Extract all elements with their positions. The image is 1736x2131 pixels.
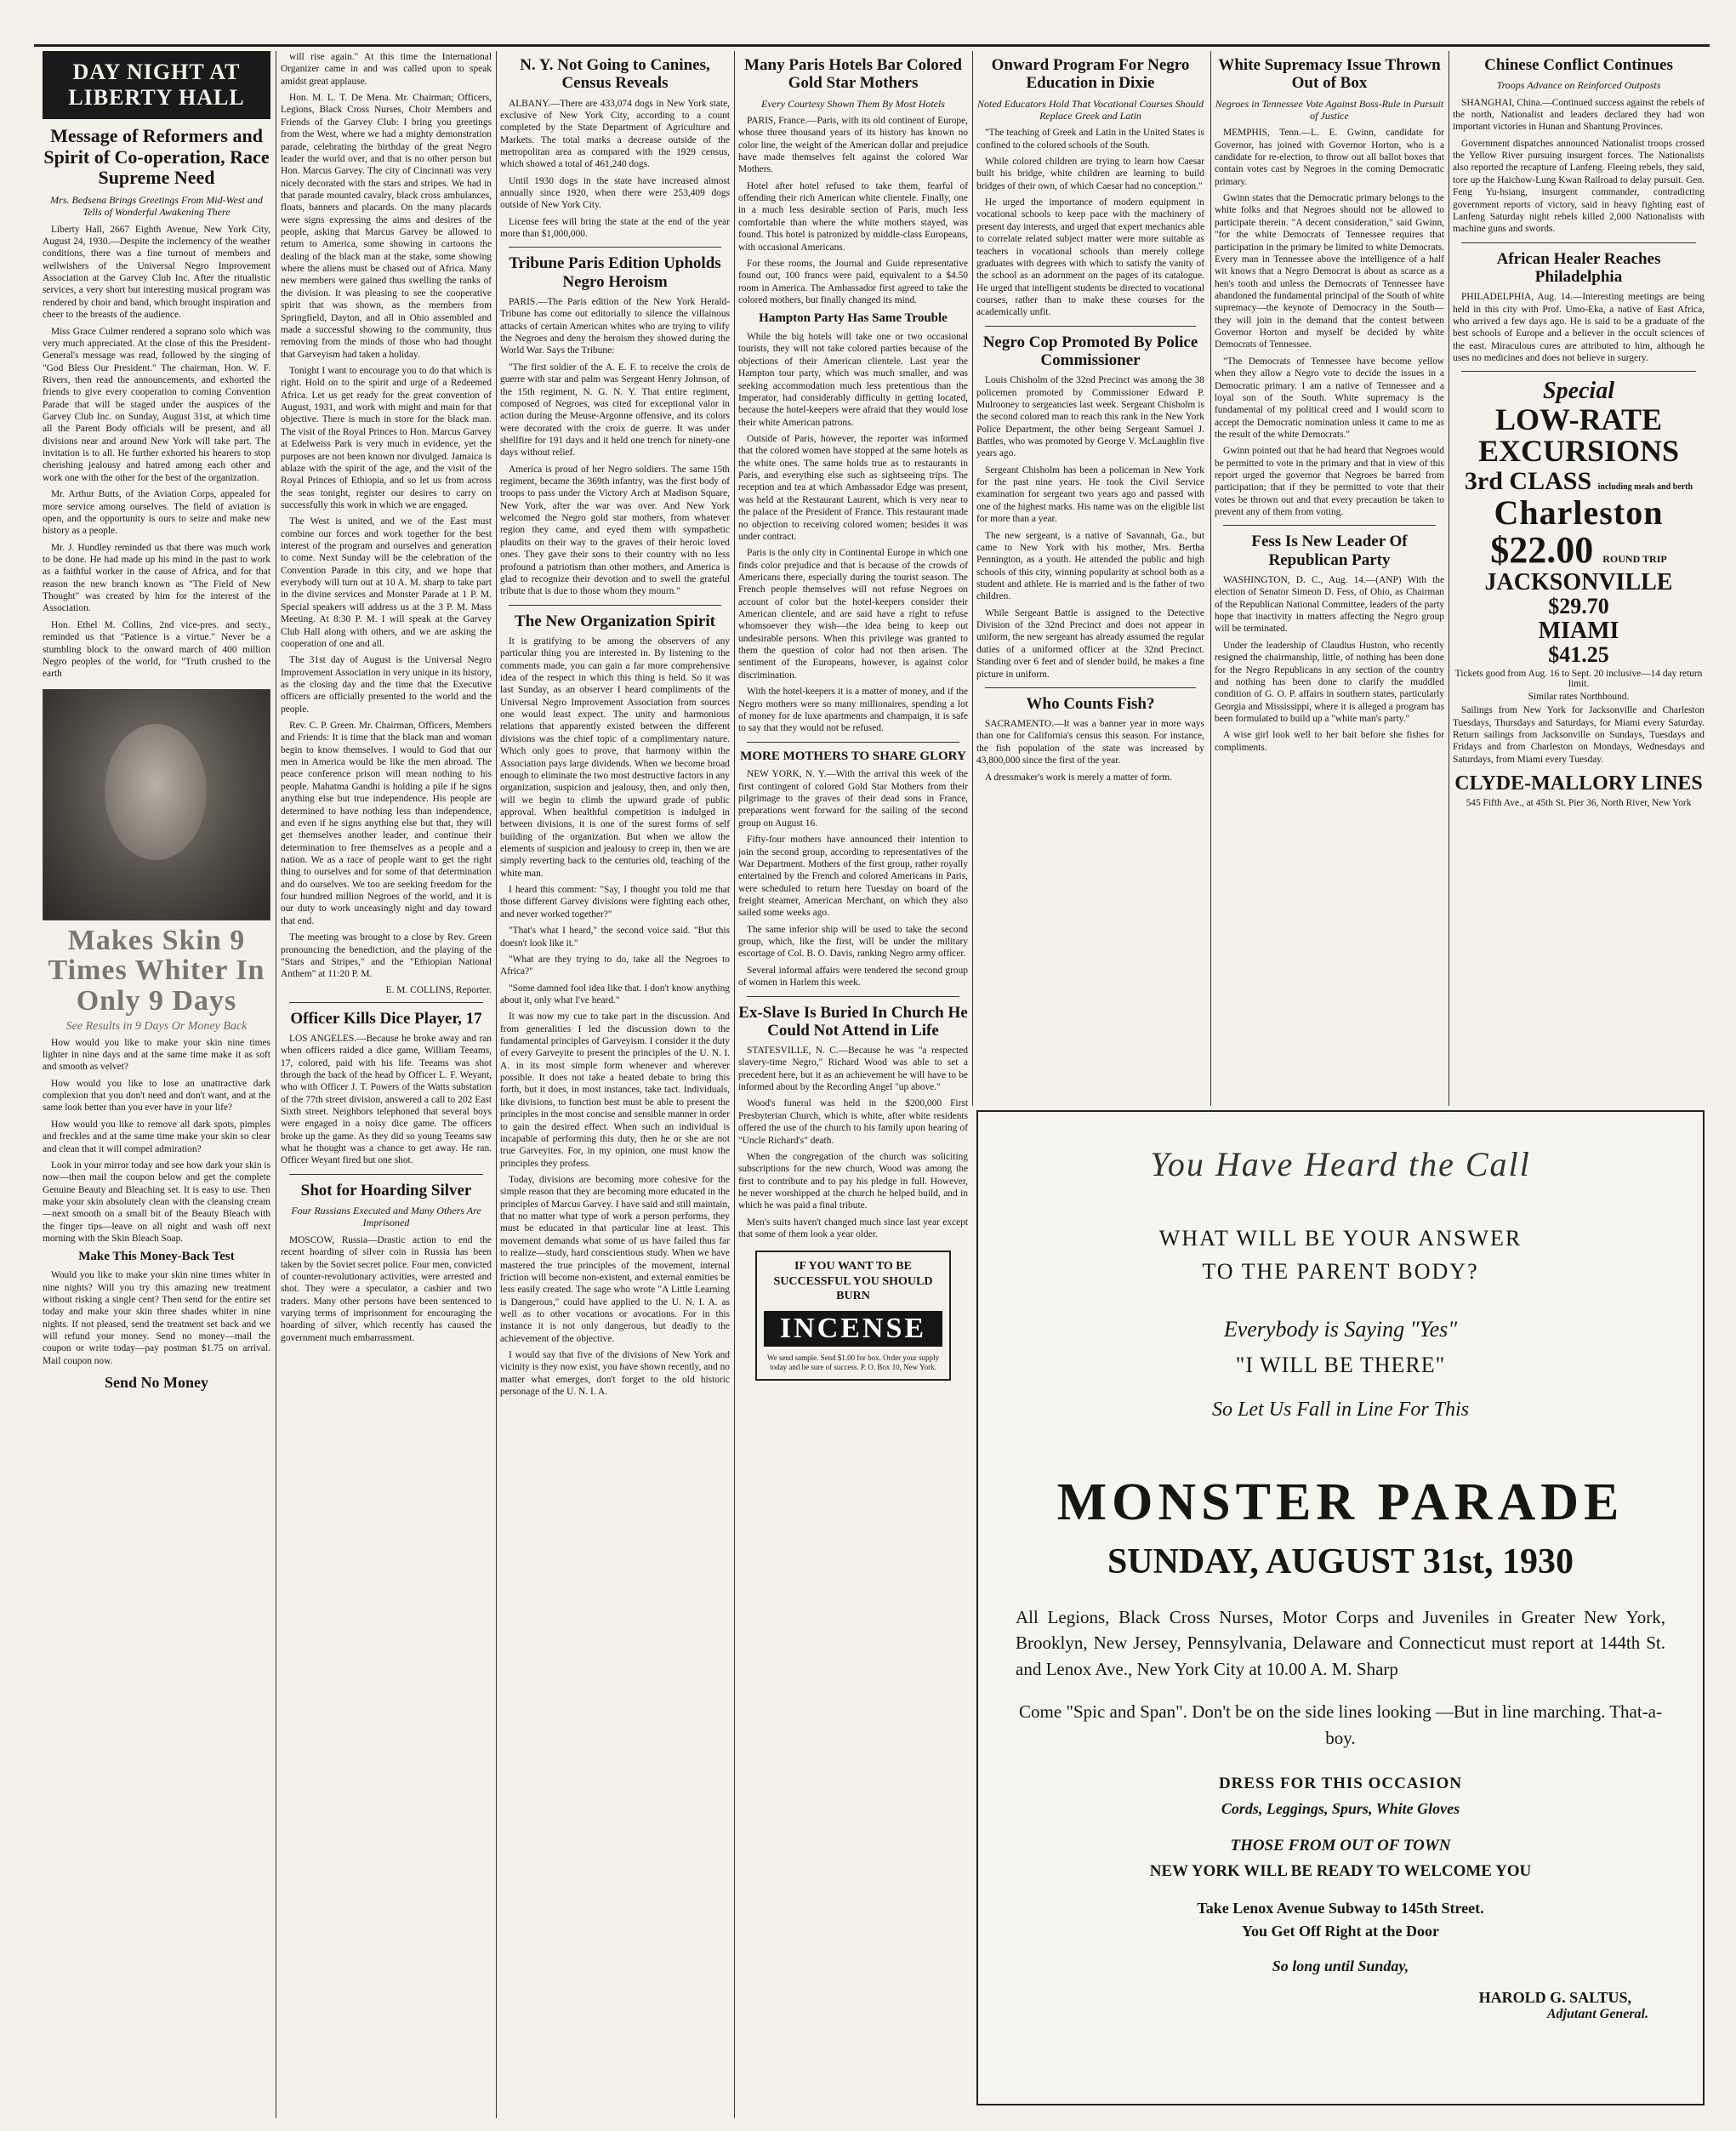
paragraph: LOS ANGELES.—Because he broke away and ran when officers raided a dice game, William Teeams, 17, colored, paid with his life. Teeams was shot through the back of the head by Officer L. F. Weyant, who with Officer J. T. Powers of the Watts substation of the 77th street division, answered a call to 202 East Sixth street. Neighbors telephoned that several boys were engaged in a noisy dice game. The officers broke up the game. As they did so young Teeams saw what he thought was a chance to get away. He ran. Officer Weyant fired but one shot. xyxy=(281,1033,492,1166)
ad-tickets: Tickets good from Aug. 16 to Sept. 20 inclusive—14 day return limit. xyxy=(1454,669,1703,690)
incense-word: INCENSE xyxy=(764,1311,942,1347)
paragraph: WASHINGTON, D. C., Aug. 14.—(ANP) With the election of Senator Simeon D. Fess, of Ohio, as Chairman of the Republican National Committee, leaders of the party hope that inactivity in matters affecting the Negro group will be terminated. xyxy=(1215,574,1444,635)
divider xyxy=(1223,525,1436,526)
paragraph: When the congregation of the church was soliciting subscriptions for the new church, Wood was among the first to contribute and to pay his pledge in full. However, he never worshipped at the church he helped build, and in which he was paid a final tribute. xyxy=(738,1151,968,1211)
incense-advertisement xyxy=(755,1251,951,1380)
parade-title: MONSTER PARADE xyxy=(1056,1473,1625,1531)
paragraph: Government dispatches announced Nationalist troops crossed the Yellow River pursuing insurgent forces. The Nationalists also reported the recapture of Lanfeng. Fleeing rebels, they said, tore up the Haichow-Lung Kwan Railroad to delay pursuit. Gen. Feng Yu-hsiang, insurgent commander, contradicting government reports of victory, said in heavy fighting east of Lanfeng Saturday night rebels killed 2,000 Nationalists with machine guns and swords. xyxy=(1453,138,1705,235)
portrait-face xyxy=(105,724,207,860)
parade-line: So Let Us Fall in Line For This xyxy=(1211,1399,1470,1421)
paragraph: A wise girl look well to her bait before she fishes for compliments. xyxy=(1215,730,1444,753)
paragraph: MOSCOW, Russia—Drastic action to end the recent hoarding of silver coin in Russia has been taken by the Soviet secret police. Four men, convicted of counter-revolutionary activities, were arrested and shot. They were a speculator, a cashier and two traders. Many other persons have been sentenced to varying terms of imprisonment for encouraging the hoarding of silver, which recently has caused the government much embarrassment. xyxy=(281,1234,492,1343)
paragraph: Mr. J. Hundley reminded us that there was much work to be done. He had made up his mind in the past to work as a faithful worker in the cause of Africa, and for that reason the new branch known as "The Field of New Thought" was created by him for the interest of the Association. xyxy=(43,542,270,614)
column-rule xyxy=(734,51,735,2118)
paragraph: A dressmaker's work is merely a matter of form. xyxy=(985,772,1172,783)
parade-get: You Get Off Right at the Door xyxy=(1242,1923,1439,1940)
article-headline: White Supremacy Issue Thrown Out of Box xyxy=(1218,56,1441,93)
paragraph: For these rooms, the Journal and Guide representative found out, 100 francs were paid, equivalent to a $4.50 room in America. The Ambassador first agreed to take the colored mothers, but finally changed its mind. xyxy=(738,258,968,305)
paragraph: SHANGHAI, China.—Continued success against the rebels of the north, Nationalist and leaders declared they had won important victories in Hunan and Shantung Provinces. xyxy=(1453,97,1705,133)
article-deck: Troops Advance on Reinforced Outposts xyxy=(1496,79,1661,92)
article-headline: Tribune Paris Edition Upholds Negro Heroism xyxy=(509,254,721,291)
paragraph: "The first soldier of the A. E. F. to receive the croix de guerre with star and palm was Sergeant Henry Johnson, of the 15th regiment, N. G. N. Y. That entire regiment, composed of Negroes, was cited for exceptional valor in action during the Meuse-Argonne offensive, and its colors were decorated with the croix de guerre. It was under shellfire for 191 days and it held one trench for ninety-one days without relief. xyxy=(500,362,730,459)
divider xyxy=(985,687,1196,688)
subhead: Hampton Party Has Same Trouble xyxy=(759,311,948,326)
reporter-signature: E. M. COLLINS, Reporter. xyxy=(385,984,492,995)
liberty-hall-banner: DAY NIGHT AT LIBERTY HALL xyxy=(43,51,270,119)
ad-subhead: See Results in 9 Days Or Money Back xyxy=(65,1019,248,1033)
parade-cords: Cords, Leggings, Spurs, White Gloves xyxy=(1221,1800,1460,1818)
paragraph: License fees will bring the state at the end of the year more than $1,000,000. xyxy=(500,216,730,240)
paragraph: The new sergeant, is a native of Savannah, Ga., but came to New York with his mother, Mrs. Bertha Pennington, as a youth. He attended the public and high schools of this city, winning popularity at school both as a student and athlete. He is married and is the father of two children. xyxy=(976,530,1204,602)
article-deck: Every Courtesy Shown Them By Most Hotels xyxy=(761,97,945,110)
paragraph: Sergeant Chisholm has been a policeman in New York for the past nine years. He took the Civil Service examination for sergeant two years ago and passed with one of the highest marks. His name was on the eligible list for more than a year. xyxy=(976,464,1204,525)
column-6 xyxy=(1215,51,1444,1106)
paragraph: Hon. Ethel M. Collins, 2nd vice-pres. and secty., reminded us that "Patience is a virtue." Never be a stumbling block to the onward march of 400 million Negro peoples of the world, for "Truth crushed to the earth xyxy=(43,619,270,680)
paragraph: While the big hotels will take one or two occasional tourists, they will not take colored parties because of the objections of their American clientele. Last year the Hampton tour party, which was much smaller, and was seeking accommodation much less pretentious than the Imperator, had considerably difficulty in getting located, because the hotel-keepers were afraid that they would lose their white American patrons. xyxy=(738,332,968,428)
column-3 xyxy=(500,51,730,1402)
ad-price-miami: $41.25 xyxy=(1548,642,1609,668)
round-trip-label: ROUND TRIP xyxy=(1602,552,1667,565)
article-headline: MORE MOTHERS TO SHARE GLORY xyxy=(740,749,966,763)
paragraph: will rise again." At this time the International Organizer came in and was called upon to speak amidst great applause. xyxy=(281,52,492,87)
paragraph: Hon. M. L. T. De Mena. Mr. Chairman; Officers, Legions, Black Cross Nurses, Choir Members and Friends of the Garvey Club: I bring you greetings from the West, where we had a mighty demonstration parade, celebrating the birthday of the great Negro leader the world over, and that is no other person but Hon. Marcus Garvey. The city of Cincinnati was very nicely decorated with the stars and stripes. We had in that parade mounted cavalry, black cross ambulances, floats, banners and placards. On the many placards were signs expressing the aims and desires of the people, asking that Marcus Garvey be allowed to return to America, some showing in cartoons the dealing of the black man at the stake, some showing where the aliens must be chased out of Africa. Many new members were gained thus swelling the ranks of the division. It was pleasing to see the cooperative spirit that was shown, as the members from Springfield, Dayton, and all in Ohio assembled and made a successful showing to the community, thus removing from the minds of those who had thought that Garveyism had taken a holiday. xyxy=(281,93,492,360)
parade-question-line: TO THE PARENT BODY? xyxy=(1202,1259,1479,1284)
paragraph: Men's suits haven't changed much since last year except that some of them look a year older. xyxy=(738,1216,968,1240)
ad-test-headline: Make This Money-Back Test xyxy=(78,1250,235,1264)
column-7 xyxy=(1453,51,1705,1106)
column-rule xyxy=(972,51,973,1106)
paragraph: The West is united, and we of the East must combine our forces and work together for the best interest of the program and ourselves and generation to come. Next Sunday will be the celebration of the Convention Parade in this city, and we hope that everybody will turn out at 10 A. M. sharp to take part in the divine services and Monster Parade at 1 P. M. Special speakers will address us at the 3 P. M. Mass Meeting. At 8:30 P. M. I will speak at the Garvey Club Hall along with others, and we are asking the cooperation of one and all. xyxy=(281,516,492,649)
article-deck: Noted Educators Hold That Vocational Courses Should Replace Greek and Latin xyxy=(976,97,1204,122)
paragraph: The same inferior ship will be used to take the second group, which, like the first, will be under the military escortage of Col. B. O. Davis, ranking Negro army officer. xyxy=(738,924,968,960)
ad-class-label: 3rd CLASS xyxy=(1464,467,1592,496)
ad-paragraph: Look in your mirror today and see how dark your skin is now—then mail the coupon below and get the complete Genuine Beauty and Bleaching set. It is easy to use. Then make your skin absolutely clean with the cleansing cream—next smooth on a small bit of the Beauty Bleach with the finger tips—leave on all night and wash off next morning with the Skin Bleach Soap. xyxy=(43,1160,270,1245)
ad-price-charleston xyxy=(1453,528,1705,571)
ad-paragraph: How would you like to remove all dark spots, pimples and freckles and at the same time make your skin so clear and clean that it will compel admiration? xyxy=(43,1119,270,1154)
parade-ny: NEW YORK WILL BE READY TO WELCOME YOU xyxy=(1149,1862,1532,1881)
paragraph: I would say that five of the divisions of New York and vicinity is they now exist, you have shown recently, and no matter what emerges, don't forget to the old historic personage of the U. N. I. A. xyxy=(500,1350,730,1398)
paragraph: SACRAMENTO.—It was a banner year in more ways than one for California's census this season. For instance, the fish population of the state was increased by 43,800,000 since the first of the year. xyxy=(976,719,1204,766)
paragraph: Paris is the only city in Continental Europe in which one finds color prejudice and that is because of the crowds of Americans there, especially during the tourist season. The French people themselves will not refuse Negroes on account of color but the hotel-keepers consider their American clientele, and are said have a right to refuse whomsoever they wish—the idea being to keep out undesirable persons. When this privilege was granted to them the question of color had not then arisen. The sentiment of the Europeans, however, is against color discrimination. xyxy=(738,548,968,681)
divider xyxy=(289,1174,483,1175)
ad-city-miami: MIAMI xyxy=(1538,617,1619,644)
paragraph: He urged the importance of modern equipment in vocational schools to keep pace with the machinery of present day interests, and urged that expert mechanics able to correlate related subject matter were more suitable as teachers in vocational schools than merely college graduates with degrees with which to satisfy the vanity of the school as an adornment on the pages of its catalogue. He urged that intelligent students be directed to vocational courses, rather than to make these courses for the academically unfit. xyxy=(976,197,1204,318)
paragraph: Mr. Arthur Butts, of the Aviation Corps, appealed for more service among ourselves. The field of aviation is open, and the opportunity is ours to seize and make new history as a people. xyxy=(43,489,270,537)
paragraph: Miss Grace Culmer rendered a soprano solo which was very much appreciated. At the close of this the President-General's message was read, followed by the singing of "God Bless Our President." The chairman, Hon. W. F. Rivers, then read the announcements, and exhorted the friends to give every cooperation to coming Convention Parade that will be staged under the auspices of the Garvey Club Inc. on Sunday, August 31st, at which time all the Parent Body officials will be present, and all divisions near and around New York will take part. The invitation is to all. He further exhorted his hearers to stop cherishing jealousy and hatred among each other and work one with the other for the best of the organization. xyxy=(43,326,270,483)
paragraph: The meeting was brought to a close by Rev. Green pronouncing the benediction, and the playing of the "Stars and Stripes," and the "Ethiopian National Anthem" at 11:20 P. M. xyxy=(281,932,492,980)
parade-question-line: WHAT WILL BE YOUR ANSWER xyxy=(1158,1226,1523,1251)
ad-price-jacksonville: $29.70 xyxy=(1548,594,1609,619)
clyde-mallory-logo: CLYDE-MALLORY LINES xyxy=(1454,772,1703,795)
paragraph: "That's what I heard," the second voice said. "But this doesn't look like it." xyxy=(500,926,730,949)
column-1 xyxy=(43,51,270,1392)
paragraph: While Sergeant Battle is assigned to the Detective Division of the 32nd Precinct and does not appear in uniform, the new sergeant has already assumed the regular duties of a uniformed officer at the 32nd Precinct. Standing over 6 feet and of slender build, he makes a fine picture in uniform. xyxy=(976,607,1204,680)
monster-parade-advertisement xyxy=(976,1110,1705,2105)
divider xyxy=(747,742,959,743)
divider xyxy=(289,1002,483,1003)
ad-address: 545 Fifth Ave., at 45th St. Pier 36, North River, New York xyxy=(1466,797,1692,808)
ad-headline: Makes Skin 9 Times Whiter In Only 9 Days xyxy=(48,924,265,1017)
column-5 xyxy=(976,51,1204,1106)
parade-date: SUNDAY, AUGUST 31st, 1930 xyxy=(1107,1542,1574,1581)
divider xyxy=(509,605,721,606)
ad-similar: Similar rates Northbound. xyxy=(1528,692,1630,703)
paragraph: America is proud of her Negro soldiers. The same 15th regiment, became the 369th infantry, was the first body of troops to pass under the Victory Arch at Madison Square, New York, after the war was over. And New York welcomed the Negro gold star mothers, from whatever region they came, and eyed them with sympathetic plaudits on their way to the graves of their heroic loved ones. They gave their sons to their country with no less profound a patriotism than other mothers, and America is glad to recognize their devotion and to swell the grateful tribute that is due to those whom they mourn." xyxy=(500,464,730,597)
paragraph: Gwinn pointed out that he had heard that Negroes would be permitted to vote in the primary and that in view of this report urged the governor that Negroes be barred from participation; that if they be permitted to vote that their votes be thrown out and that every precaution be taken to prevent any of them from voting. xyxy=(1215,446,1444,518)
incense-tagline: IF YOU WANT TO BE SUCCESSFUL YOU SHOULD BURN xyxy=(773,1260,933,1303)
article-headline: Who Counts Fish? xyxy=(1026,694,1155,713)
paragraph: With the hotel-keepers it is a matter of money, and if the Negro mothers were so many millionaires, spending a lot of money for de luxe apartments and champaign, it is safe to say that they would not be refused. xyxy=(738,687,968,734)
article-headline: Chinese Conflict Continues xyxy=(1484,56,1673,74)
paragraph: Today, divisions are becoming more cohesive for the simple reason that they are becoming more educated in the principles of Marcus Garvey. I have said and still maintain, that no matter what type of work a person performs, they must be educated in that particular line at least. This movement demands what some of us have failed thus far to realize—study, hard conscientious study. When we have mastered the true principles of the movement, internal friction will become non-existent, and external enmities be less easily created. The sage who wrote "A Little Learning is Dangerous," could have applied to the U. N. I. A. as well as to other vocations or avocations. For in this instance it is not only dangerous, but deadly to the achievement of the objective. xyxy=(500,1175,730,1344)
paragraph: "What are they trying to do, take all the Negroes to Africa?" xyxy=(500,954,730,977)
paragraph: Rev. C. P. Green. Mr. Chairman, Officers, Members and Friends: It is time that the black man and woman begin to know themselves. I would to God that our men in America would be like the men abroad. The peace conference prison will mean nothing to his people. Mahatma Gandhi is holding a pile if he signs anything else but true independence. His people are determined to have nothing less than independence, and even if he signs anything else but that, they will get themselves another leader, and continue their determination to free themselves as a people and a nation. We as a race of people want to get the right thing to ourselves and for some of that determination and do ourselves. We too are seeking freedom for the four hundred million Negroes of the world, and it is our duty to work unceasingly night and day toward that end. xyxy=(281,721,492,926)
price-value: $22.00 xyxy=(1490,528,1594,571)
ad-paragraph: Would you like to make your skin nine times whiter in nine nights? Will you try this amazing new treatment without risking a single cent? Then send for the entire set today and make your skin three shades whiter in nine nights. If not pleased, send the treatment set back and we will refund your money. Send no money—mail the coupon or write today—pay postman $1.75 on arrival. Mail coupon now. xyxy=(43,1270,270,1366)
top-rule xyxy=(34,44,1710,47)
excursion-advertisement xyxy=(1453,379,1705,666)
paragraph: Louis Chisholm of the 32nd Precinct was among the 38 policemen promoted by Commissioner Edward P. Mulrooney to sergeancies last week. Sergeant Chisholm is the second colored man to reach this rank in the New York Police Department, the other being Sergeant Samuel J. Battles, who was promoted by George V. McLaughlin five years ago. xyxy=(976,375,1204,459)
parade-signer: HAROLD G. SALTUS, xyxy=(1478,1989,1631,2007)
column-rule xyxy=(496,51,497,2118)
send-no-money: Send No Money xyxy=(104,1374,208,1392)
article-headline: The New Organization Spirit xyxy=(515,612,715,630)
paragraph: Liberty Hall, 2667 Eighth Avenue, New York City, August 24, 1930.—Despite the inclemency of the weather conditions, there was a fine turnout of members and wellwishers of the Universal Negro Improvement Association at the Garvey Club Inc. After the ritualistic services, a very short but interesting musical program was rendered by choir and band, which brought inspiration and cheer to the breasts of the audience. xyxy=(43,224,270,321)
paragraph: "The teaching of Greek and Latin in the United States is confined to the colored schools of the South. xyxy=(976,128,1204,151)
divider xyxy=(1461,371,1696,372)
paragraph: MEMPHIS, Tenn.—L. E. Gwinn, candidate for Governor, has joined with Governor Horton, who is a candidate for re-election, to throw out all ballot boxes that contain votes cast by Negroes in the coming Democratic primary. xyxy=(1215,128,1444,187)
ad-paragraph: Sailings from New York for Jacksonville and Charleston Tuesdays, Thursdays and Saturdays, for Miami every Saturday. Return sailings from Jacksonville on Sundays, Tuesdays and Fridays and from Charleston on Mondays, Wednesdays and Saturdays, from Miami every Tuesday. xyxy=(1453,705,1705,765)
ad-special: Special xyxy=(1543,378,1614,405)
divider xyxy=(1461,242,1696,243)
paragraph: It was now my cue to take part in the discussion. And from generalities I led the discussion down to the fundamental principles of Garveyism. I consider it the duty of every Garveyite to present the principles of the U. N. I. A. in its most simple form whenever and wherever possible. It does not take a heated debate to bring this forth, but it does, in most instances, take tact. Individuals, like divisions, to function best must be able to present the principles in the most concise and sensible manner in order to gain the desired effect. When such an individual is incapable of performing this duty, then he or she are not true Garveyites. For, in my opinion, one must know the principles they profess. xyxy=(500,1011,730,1169)
incense-fine-print: We send sample. Send $1.00 for box. Order your supply today and be sure of success. P. O. Box 10, New York. xyxy=(766,1353,940,1371)
column-2 xyxy=(281,51,492,1348)
parade-take: Take Lenox Avenue Subway to 145th Street. xyxy=(1197,1900,1484,1917)
article-headline: Officer Kills Dice Player, 17 xyxy=(290,1009,482,1028)
paragraph: It is gratifying to be among the observers of any particular thing you are interested in. By listening to the comments made, you can gain a far more comprehensive idea of the respect in which this thing is held. So it was last Sunday, as an observer I heard compliments of the Universal Negro Improvement Association from sources one would least expect. The unity and harmonious relations that apparently existed between the different divisions was the chief topic of a complimentary nature. Which only goes to prove, that harmony within the Association pays large dividends. When we become broad enough to eliminate the two most destructive factors in any organization, suspicion and jealousy, then, and only then, will we begin to climb the upward grade of public approval. When healthful competition is indulged in between divisions, it is one of the surest forms of self building of the organization. But when we allow the elements of suspicion and jealousy to creep in, then we are simply reverting back to the centuries old, teaching of the white man. xyxy=(500,635,730,879)
paragraph: Under the leadership of Claudius Huston, who recently resigned the chairmanship, little, of nothing has been done for the Negro Republicans in any section of the country and nothing has been done to clarify the muddled condition of G. O. P. affairs in southern states, particularly Georgia and Mississippi, where it is alleged a program has been formulated to build up a "white man's party." xyxy=(1215,640,1444,724)
divider xyxy=(985,326,1196,327)
paragraph: PHILADELPHIA, Aug. 14.—Interesting meetings are being held in this city with Prof. Umo-Eka, a native of East Africa, who arrived a few days ago. He is said to be a graduate of the best schools of Europe and a believer in the occult sciences of the east. Miraculous cures are attributed to him, although he uses no medicines and does not believe in surgery. xyxy=(1453,292,1705,363)
advertisement-portrait xyxy=(43,689,270,920)
article-headline: Fess Is New Leader Of Republican Party xyxy=(1251,533,1408,569)
article-headline: African Healer Reaches Philadelphia xyxy=(1496,249,1661,286)
divider xyxy=(509,247,721,248)
paragraph: PARIS, France.—Paris, with its old continent of Europe, whose three thousand years of its history has known no color line, the weight of the American dollar and prejudice have made themselves felt against the colored War Mothers. xyxy=(738,115,968,175)
paragraph: I heard this comment: "Say, I thought you told me that those different Garvey divisions were fighting each other, and never worked together?" xyxy=(500,885,730,920)
article-headline: N. Y. Not Going to Canines, Census Reveals xyxy=(520,56,710,93)
ad-lowrate: LOW-RATE EXCURSIONS xyxy=(1477,402,1680,469)
paragraph: Until 1930 dogs in the state have increased almost annually since 1920, when there were 253,409 dogs outside of New York City. xyxy=(500,175,730,211)
article-headline: Onward Program For Negro Education in Dixie xyxy=(991,56,1190,93)
article-headline: Negro Cop Promoted By Police Commissioner xyxy=(982,333,1198,369)
parade-solong: So long until Sunday, xyxy=(1272,1957,1409,1975)
parade-call: You Have Heard the Call xyxy=(1150,1145,1531,1183)
paragraph: ALBANY.—There are 433,074 dogs in New York state, exclusive of New York City, according to a count completed by the State Department of Agriculture and Markets. The total marks a decrease outside of the metropolitan area as compared with the 1929 census, which showed a total of 461,240 dogs. xyxy=(500,98,730,170)
parade-will: "I WILL BE THERE" xyxy=(1235,1353,1446,1377)
paragraph: Wood's funeral was held in the $200,000 First Presbyterian Church, which is white, after white residents offered the use of the church to his family upon hearing of "Uncle Richard's" death. xyxy=(738,1098,968,1146)
paragraph: The 31st day of August is the Universal Negro Improvement Association in very unique in its history, as the closing day and the time that the Executive officers are officially presented to the world and the people. xyxy=(281,655,492,715)
ad-class xyxy=(1453,468,1705,495)
article-headline: Message of Reformers and Spirit of Co-operation, Race Supreme Need xyxy=(43,125,270,189)
paragraph: "The Democrats of Tennessee have become yellow when they allow a Negro vote to decide the issues in a Democratic primary. I am a native of Tennessee and a loyal son of the South. White supremacy is the fundamental of my political creed and I would scorn to accept the Democratic nomination unless it came to me as the result of the white Democrats." xyxy=(1215,356,1444,440)
paragraph: Several informal affairs were tendered the second group of women in Harlem this week. xyxy=(738,965,968,989)
ad-city-charleston: Charleston xyxy=(1494,493,1664,532)
paragraph: Outside of Paris, however, the reporter was informed that the colored women have stopped at the same hotels as the white ones. The same holds true as to restaurants in Paris, and everything else such as sightseeing trips. The reception and tea at which Ambassador Edge was present, was held at the Restaurant Laurent, which is very near to the palace of the President of France. This restaurant made no objection to receiving colored women; besides it was under contract. xyxy=(738,433,968,542)
ad-paragraph: How would you like to lose an unattractive dark complexion that you don't need and don't want, and at the same look better than you ever have in your life? xyxy=(43,1078,270,1114)
paragraph: While colored children are trying to learn how Caesar built his bridge, white children are learning to build bridges of their own, of which Caesar had no conception." xyxy=(976,157,1204,191)
paragraph: Hotel after hotel refused to take them, fearful of offending their rich American white clientele. Finally, one in a much less desirable section of Paris, much less comfortable than where the white mothers stayed, was found. This hotel is patronized by middle-class Europeans, with occasional Americans. xyxy=(738,180,968,253)
ad-city-jacksonville: JACKSONVILLE xyxy=(1484,568,1673,595)
parade-signer-title: Adjutant General. xyxy=(1546,2007,1648,2022)
column-4 xyxy=(738,51,968,1381)
parade-saying: Everybody is Saying "Yes" xyxy=(1223,1317,1458,1342)
article-headline: Ex-Slave Is Buried In Church He Could Not Attend in Life xyxy=(738,1003,968,1040)
article-headline: Many Paris Hotels Bar Colored Gold Star Mothers xyxy=(744,56,962,93)
paragraph: "Some damned fool idea like that. I don't know anything about it, only what I've heard." xyxy=(500,983,730,1006)
paragraph: PARIS.—The Paris edition of the New York Herald-Tribune has come out editorially to silence the villainous attacks of certain American whites who are trying to vilify the Negroes and deny the heroism they showed during the World War. Says the Tribune: xyxy=(500,297,730,356)
parade-those: THOSE FROM OUT OF TOWN xyxy=(1230,1837,1451,1855)
ad-class-note: including meals and berth xyxy=(1597,482,1693,493)
paragraph: STATESVILLE, N. C.—Because he was "a respected slavery-time Negro," Richard Wood was able to set a precedent here, but it as an achievement he will have to be informed about by the Recording Angel "up above." xyxy=(738,1046,968,1093)
parade-question xyxy=(1016,1222,1665,1288)
ad-paragraph: How would you like to make your skin nine times lighter in nine days and at the same time make it as soft and smooth as velvet? xyxy=(43,1037,270,1073)
paragraph: Tonight I want to encourage you to do that which is right. Hold on to the spirit and urge of a Redeemed Africa. Let us get ready for the great convention of August, 1931, and work with might and main for that objective. There is much in store for the black man. The visit of the Royal Princes to Hon. Marcus Garvey at Edelweiss Park is very much in evidence, yet the purposes are not been known nor divulged. Jamaica is ablaze with the spirit of the age, and the visit of the Royal Princes of Ethiopia, and so let us from across the seas tonight, register our desires to carry on successfully this work in which we are engaged. xyxy=(281,365,492,510)
article-deck: Negroes in Tennessee Vote Against Boss-Rule in Pursuit of Justice xyxy=(1215,97,1444,122)
paragraph: Fifty-four mothers have announced their intention to join the second group, according to representatives of the War Department. Mothers of the first group, rather royally entertained by the French and colored Americans in Paris, were scheduled to return here Tuesday on board of the freight steamer, American Merchant, on which they also sailed some weeks ago. xyxy=(738,835,968,919)
article-headline: Shot for Hoarding Silver xyxy=(300,1181,472,1199)
parade-body: All Legions, Black Cross Nurses, Motor Corps and Juveniles in Greater New York, Brooklyn, New Jersey, Pennsylvania, Delaware and Connecticut must report at 144th St. and Lenox Ave., New York City at 10.00 A. M. Sharp xyxy=(1016,1607,1665,1679)
article-deck: Mrs. Bedsena Brings Greetings From Mid-West and Tells of Wonderful Awakening There xyxy=(50,193,263,219)
paragraph: Gwinn states that the Democratic primary belongs to the white folks and that Negroes should not be allowed to participate therein. "A decent consideration," said Gwinn, "for the white Democrats of Tennessee requires that participation in the primary be limited to white Democrats. Every man in Tennessee above the intelligence of a half wit knows that a Negro Democrat is about as scarce as a hen's tooth and unless the Democrats of Tennessee have abandoned the fundamental principal of the South of white supremacy—the keynote of Democracy in the South—they will join in the demand that the contest between Governor Horton and myself be decided by white Democrats of Tennessee. xyxy=(1215,193,1444,350)
paragraph: NEW YORK, N. Y.—With the arrival this week of the first contingent of colored Gold Star Mothers from their pilgrimage to the graves of their dead sons in France, preparations went forward for the sailing of the second group on August 16. xyxy=(738,769,968,829)
parade-come: Come "Spic and Span". Don't be on the side lines looking —But in line marching. That-a-boy. xyxy=(1018,1701,1662,1748)
divider xyxy=(747,996,959,997)
parade-dress: DRESS FOR THIS OCCASION xyxy=(1218,1775,1463,1793)
article-deck: Four Russians Executed and Many Others Are Imprisoned xyxy=(291,1205,481,1229)
column-rule xyxy=(1210,51,1211,1106)
